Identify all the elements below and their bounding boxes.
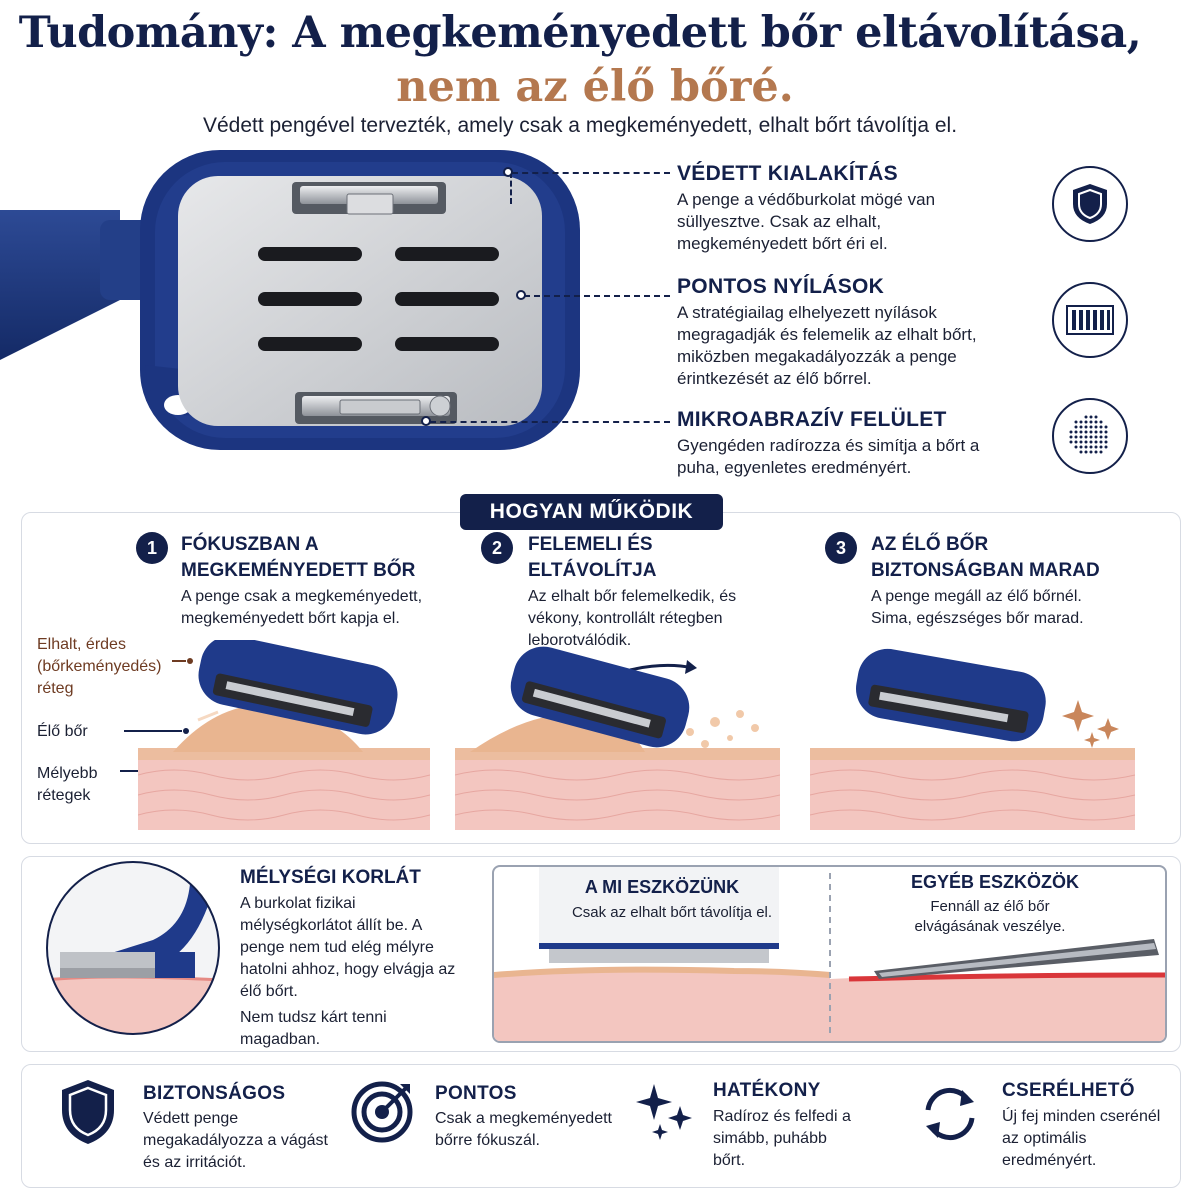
step2-skin-illustration bbox=[455, 640, 780, 830]
callout-dot-surface bbox=[421, 416, 431, 426]
comparison-panel bbox=[492, 865, 1167, 1043]
feature-protected-design bbox=[677, 162, 1037, 255]
leader-line-surface bbox=[430, 421, 670, 423]
refresh-icon bbox=[918, 1082, 982, 1146]
feature-title: VÉDETT KIALAKÍTÁS bbox=[677, 162, 898, 185]
step-text: A penge megáll az élő bőrnél. Sima, egészséges bőr marad. bbox=[871, 588, 1084, 627]
benefit-text-safe: Védett penge megakadályozza a vágást és az irritációt. bbox=[143, 1110, 328, 1171]
page-subtitle: Védett pengével tervezték, amely csak a megkeményedett, elhalt bőrt távolítja el. bbox=[202, 114, 958, 137]
step-number: 1 bbox=[136, 532, 168, 564]
step-number: 2 bbox=[481, 532, 513, 564]
step-text: A penge csak a megkeményedett, megkeményedett bőrt kapja el. bbox=[181, 588, 423, 627]
benefit-title-safe: BIZTONSÁGOS bbox=[143, 1083, 286, 1104]
feature-text: A stratégiailag elhelyezett nyílások megragadják és felemelik az elhalt bőrt, miközben megakadályozzák a penge érintkezését az élő bőrrel. bbox=[677, 303, 977, 388]
step3-skin-illustration bbox=[810, 640, 1135, 830]
step-title-line1: FELEMELI ÉS bbox=[528, 534, 653, 555]
label-deeper-layers: Mélyebb rétegek bbox=[37, 765, 98, 804]
shield-icon bbox=[58, 1078, 118, 1146]
benefit-text-replaceable: Új fej minden cserénél az optimális eredményért. bbox=[1002, 1108, 1161, 1169]
our-device-title: A MI ESZKÖZÜNK bbox=[584, 877, 740, 897]
benefit-text-effective: Radíroz és felfedi a simább, puhább bőrt. bbox=[713, 1108, 851, 1169]
depth-limit-text-note: Nem tudsz kárt tenni magadban. bbox=[240, 1009, 387, 1048]
our-device-text: Csak az elhalt bőrt távolítja el. bbox=[571, 904, 773, 921]
feature-text: Gyengéden radírozza és simítja a bőrt a puha, egyenletes eredményért. bbox=[677, 436, 980, 477]
benefit-title-effective: HATÉKONY bbox=[713, 1080, 821, 1101]
sparkle-icon bbox=[636, 1080, 696, 1142]
leader-line-protected-vertical bbox=[510, 172, 512, 204]
callout-dot-slots bbox=[516, 290, 526, 300]
step-title-line2: ELTÁVOLÍTJA bbox=[528, 560, 657, 581]
label-dead-layer: Elhalt, érdes (bőrkeményedés) réteg bbox=[37, 636, 162, 697]
depth-limit-title: MÉLYSÉGI KORLÁT bbox=[240, 867, 421, 888]
depth-limit-zoom-illustration bbox=[45, 860, 221, 1036]
target-icon bbox=[350, 1080, 414, 1144]
label-living-skin: Élő bőr bbox=[37, 723, 88, 740]
grille-icon bbox=[1052, 282, 1128, 358]
benefit-text-precise: Csak a megkeményedett bőrre fókuszál. bbox=[435, 1110, 612, 1149]
dotted-surface-icon bbox=[1052, 398, 1128, 474]
step-text: Az elhalt bőr felemelkedik, és vékony, kontrollált rétegben leborotválódik. bbox=[528, 588, 737, 649]
other-devices-text: Fennáll az élő bőr elvágásának veszélye. bbox=[914, 898, 1066, 935]
other-devices-title: EGYÉB ESZKÖZÖK bbox=[910, 872, 1080, 892]
feature-text: A penge a védőburkolat mögé van süllyesztve. Csak az elhalt, megkeményedett bőrt éri el. bbox=[677, 190, 936, 253]
feature-title: PONTOS NYÍLÁSOK bbox=[677, 275, 885, 298]
step1-skin-illustration bbox=[138, 640, 430, 830]
step-number: 3 bbox=[825, 532, 857, 564]
depth-limit-text bbox=[240, 893, 460, 1051]
step-title-line1: FÓKUSZBAN A bbox=[181, 534, 319, 555]
depth-limit-text-main: A burkolat fizikai mélységkorlátot állít be. A penge nem tud elég mélyre hatolni ahhoz, hogy elvágja az élő bőrt. bbox=[240, 895, 456, 1000]
benefit-title-replaceable: CSERÉLHETŐ bbox=[1002, 1080, 1135, 1101]
step-title-line2: BIZTONSÁGBAN MARAD bbox=[871, 560, 1100, 581]
page-title-accent: nem az élő bőré. bbox=[396, 62, 794, 112]
benefit-title-precise: PONTOS bbox=[435, 1083, 517, 1104]
how-it-works-label: HOGYAN MŰKÖDIK bbox=[460, 494, 723, 530]
feature-title: MIKROABRAZÍV FELÜLET bbox=[677, 408, 947, 431]
step-title-line2: MEGKEMÉNYEDETT BŐR bbox=[181, 560, 416, 581]
leader-line-protected bbox=[512, 172, 670, 174]
shield-icon bbox=[1052, 166, 1128, 242]
step-title-line1: AZ ÉLŐ BŐR bbox=[871, 534, 989, 555]
callout-dot-protected bbox=[503, 167, 513, 177]
feature-precise-slots bbox=[677, 275, 1037, 390]
leader-line-slots bbox=[524, 295, 670, 297]
feature-microabrasive-surface bbox=[677, 408, 1037, 479]
page-title: Tudomány: A megkeményedett bőr eltávolítása, bbox=[18, 8, 1142, 58]
